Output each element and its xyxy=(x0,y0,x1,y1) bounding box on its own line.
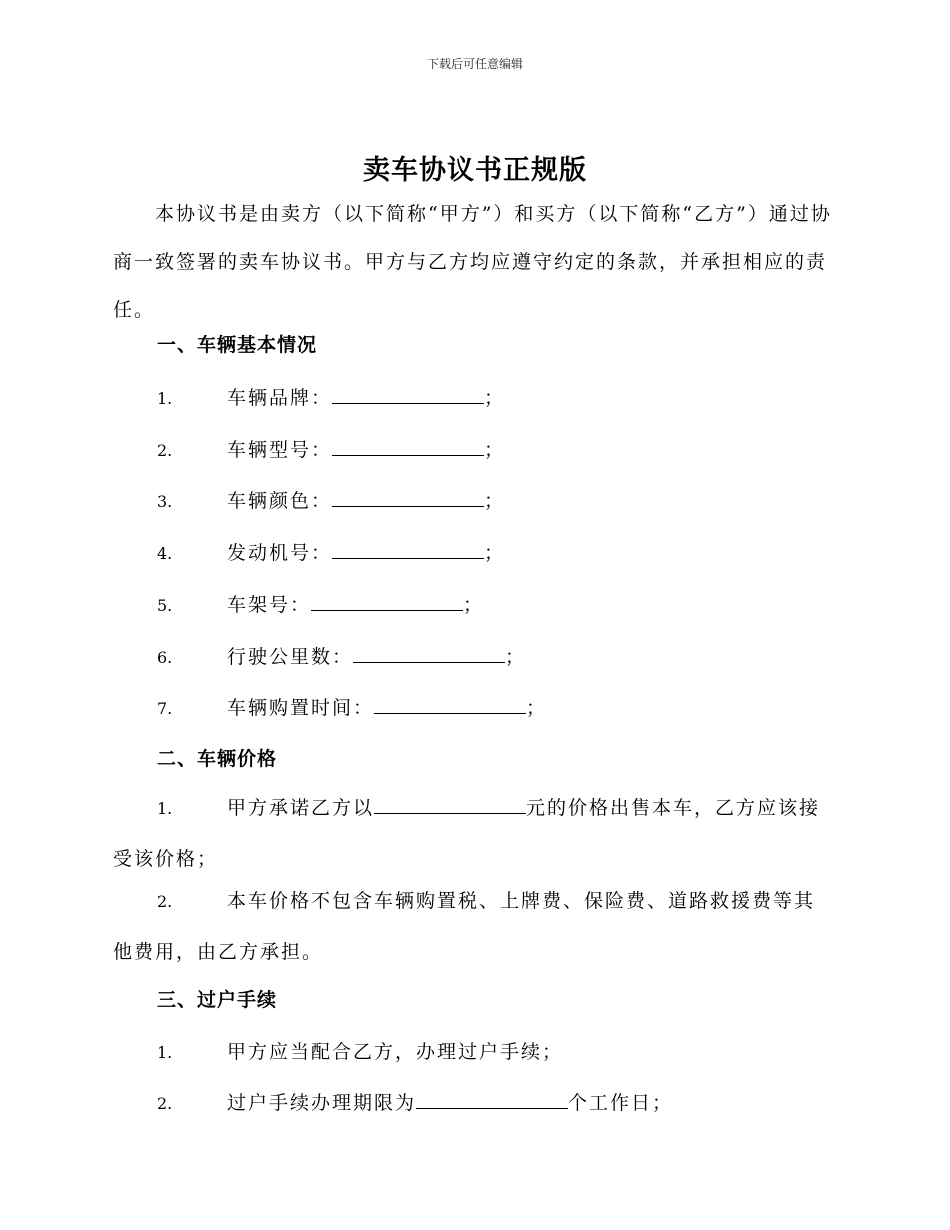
item-end: ； xyxy=(505,646,527,668)
item-text: 个工作日； xyxy=(568,1092,674,1114)
item-text: 过户手续办理期限为 xyxy=(227,1092,417,1114)
item-number: 1. xyxy=(157,389,173,408)
blank-field[interactable] xyxy=(332,540,484,559)
list-item xyxy=(157,435,505,462)
item-number: 7. xyxy=(157,699,173,718)
item-end: ； xyxy=(484,387,506,409)
item-number: 5. xyxy=(157,596,173,615)
blank-field[interactable] xyxy=(374,795,526,814)
list-item xyxy=(157,1037,563,1064)
list-item xyxy=(113,876,835,977)
list-item xyxy=(157,693,547,720)
section-heading-transfer: 三、过户手续 xyxy=(157,989,278,1011)
blank-field[interactable] xyxy=(332,385,484,404)
item-end: ； xyxy=(526,697,548,719)
item-text: 甲方应当配合乙方，办理过户手续； xyxy=(227,1041,564,1063)
field-label: 车辆颜色： xyxy=(227,490,333,512)
list-item xyxy=(113,783,835,884)
item-number: 2. xyxy=(157,1094,173,1113)
blank-field[interactable] xyxy=(332,488,484,507)
item-number: 4. xyxy=(157,544,173,563)
document-title: 卖车协议书正规版 xyxy=(363,155,587,186)
blank-field[interactable] xyxy=(416,1090,568,1109)
list-item xyxy=(157,538,505,565)
header-note: 下载后可任意编辑 xyxy=(426,57,523,71)
blank-field[interactable] xyxy=(332,437,484,456)
item-text: 甲方承诺乙方以 xyxy=(227,797,375,819)
item-text: 元的价格出售本车，乙方应该接受该价格； xyxy=(113,797,821,870)
item-number: 1. xyxy=(157,1043,173,1062)
section-heading-price: 二、车辆价格 xyxy=(157,748,278,770)
intro-paragraph: 本协议书是由卖方（以下简称“甲方”）和买方（以下简称“乙方”）通过协商一致签署的卖车协议书。甲方与乙方均应遵守约定的条款，并承担相应的责任。 xyxy=(113,203,832,321)
field-label: 车辆型号： xyxy=(227,439,333,461)
section-heading-vehicle-info: 一、车辆基本情况 xyxy=(157,334,318,356)
item-number: 2. xyxy=(157,441,173,460)
item-end: ； xyxy=(484,439,506,461)
item-text: 本车价格不包含车辆购置税、上牌费、保险费、道路救援费等其他费用，由乙方承担。 xyxy=(113,890,816,963)
field-label: 车辆购置时间： xyxy=(227,697,375,719)
list-item xyxy=(157,590,484,617)
item-number: 1. xyxy=(157,799,173,818)
blank-field[interactable] xyxy=(374,695,526,714)
item-end: ； xyxy=(484,542,506,564)
item-end: ； xyxy=(484,490,506,512)
field-label: 车辆品牌： xyxy=(227,387,333,409)
list-item xyxy=(157,642,526,669)
field-label: 行驶公里数： xyxy=(227,646,354,668)
item-number: 2. xyxy=(157,892,173,911)
field-label: 车架号： xyxy=(227,594,312,616)
blank-field[interactable] xyxy=(311,592,463,611)
field-label: 发动机号： xyxy=(227,542,333,564)
blank-field[interactable] xyxy=(353,644,505,663)
list-item xyxy=(157,486,505,513)
item-number: 6. xyxy=(157,648,173,667)
list-item xyxy=(157,383,505,410)
item-number: 3. xyxy=(157,492,173,511)
item-end: ； xyxy=(463,594,485,616)
list-item xyxy=(157,1088,673,1115)
